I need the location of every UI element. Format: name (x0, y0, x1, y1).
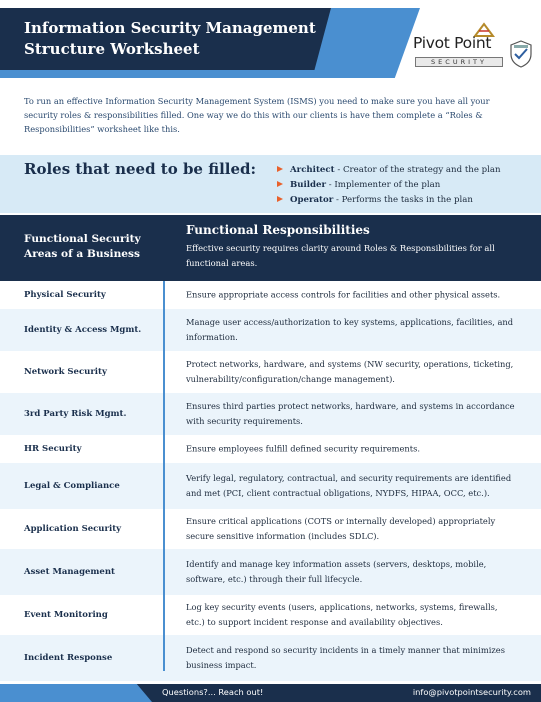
role-name: Architect (290, 165, 335, 175)
area-name: Application Security (24, 524, 122, 534)
area-name: Incident Response (24, 653, 113, 663)
area-name: 3rd Party Risk Mgmt. (24, 409, 127, 419)
table-row (0, 281, 541, 309)
area-name: Network Security (24, 367, 107, 377)
orange-triangle-bullet-icon (277, 196, 283, 202)
logo-subtext: SECURITY (415, 57, 503, 67)
area-responsibility: Identify and manage key information assets (servers, desktops, mobile, software, etc.) through their full lifecycle. (186, 559, 487, 584)
role-desc: - Implementer of the plan (326, 180, 441, 190)
table-header-responsibilities: Functional Responsibilities (186, 223, 370, 237)
role-name: Builder (290, 180, 327, 190)
area-responsibility: Ensure critical applications (COTS or internally developed) appropriately secure sensitive information (includes SDLC). (186, 516, 496, 541)
footer-cta: Questions?... Reach out! (162, 687, 264, 697)
table-row (0, 509, 541, 549)
table-row (0, 309, 541, 351)
page-title-line1: Information Security Management (24, 19, 316, 37)
table-body (0, 281, 541, 681)
footer-accent (0, 684, 152, 702)
area-name: HR Security (24, 444, 82, 454)
table-header-areas: Functional Security Areas of a Business (24, 233, 141, 260)
role-item (277, 178, 501, 193)
page-title-line2: Structure Worksheet (24, 40, 200, 58)
table-row (0, 595, 541, 635)
role-item (277, 163, 501, 178)
column-divider (163, 281, 165, 671)
logo-text: Pivot Point (413, 34, 492, 52)
area-name: Identity & Access Mgmt. (24, 325, 142, 335)
table-header-subtitle: Effective security requires clarity around Roles & Responsibilities for all functional areas. (186, 243, 495, 268)
page-title (24, 18, 324, 60)
area-responsibility: Verify legal, regulatory, contractual, and security requirements are identified and met (PCI, client contractual obligations, NYDFS, HIPAA, OCC, etc.). (186, 473, 512, 498)
role-desc: - Performs the tasks in the plan (333, 195, 473, 205)
area-responsibility: Ensures third parties protect networks, hardware, and systems in accordance with security requirements. (186, 401, 515, 426)
intro-paragraph: To run an effective Information Security Management System (ISMS) you need to make sure you have all your security roles & responsibilities filled. One way we do this with our clients is have them complete a “Roles & Responsibilities” worksheet like this. (24, 96, 490, 134)
pivot-point-logo (405, 22, 530, 72)
area-name: Legal & Compliance (24, 481, 120, 491)
area-responsibility: Ensure appropriate access controls for facilities and other physical assets. (186, 289, 501, 300)
table-row (0, 435, 541, 463)
role-desc: - Creator of the strategy and the plan (334, 165, 501, 175)
roles-list (277, 163, 501, 208)
orange-triangle-bullet-icon (277, 166, 283, 172)
certification-badge-icon (510, 40, 532, 68)
table-row (0, 393, 541, 435)
table-row (0, 463, 541, 509)
table-row (0, 351, 541, 393)
area-name: Asset Management (24, 567, 115, 577)
table-row (0, 635, 541, 681)
area-responsibility: Detect and respond so security incidents in a timely manner that minimizes business impact. (186, 645, 505, 670)
role-name: Operator (290, 195, 334, 205)
table-row (0, 549, 541, 595)
area-responsibility: Ensure employees fulfill defined security requirements. (186, 443, 421, 454)
orange-triangle-bullet-icon (277, 181, 283, 187)
area-responsibility: Log key security events (users, applications, networks, systems, firewalls, etc.) to support incident response and availability objectives. (186, 602, 498, 627)
area-name: Event Monitoring (24, 610, 108, 620)
area-responsibility: Protect networks, hardware, and systems (NW security, operations, ticketing, vulnerability/configuration/change management). (186, 359, 514, 384)
roles-title: Roles that need to be filled: (24, 160, 257, 178)
area-responsibility: Manage user access/authorization to key systems, applications, facilities, and information. (186, 317, 514, 342)
role-item (277, 193, 501, 208)
footer-email-link[interactable]: info@pivotpointsecurity.com (412, 687, 531, 697)
area-name: Physical Security (24, 290, 106, 300)
